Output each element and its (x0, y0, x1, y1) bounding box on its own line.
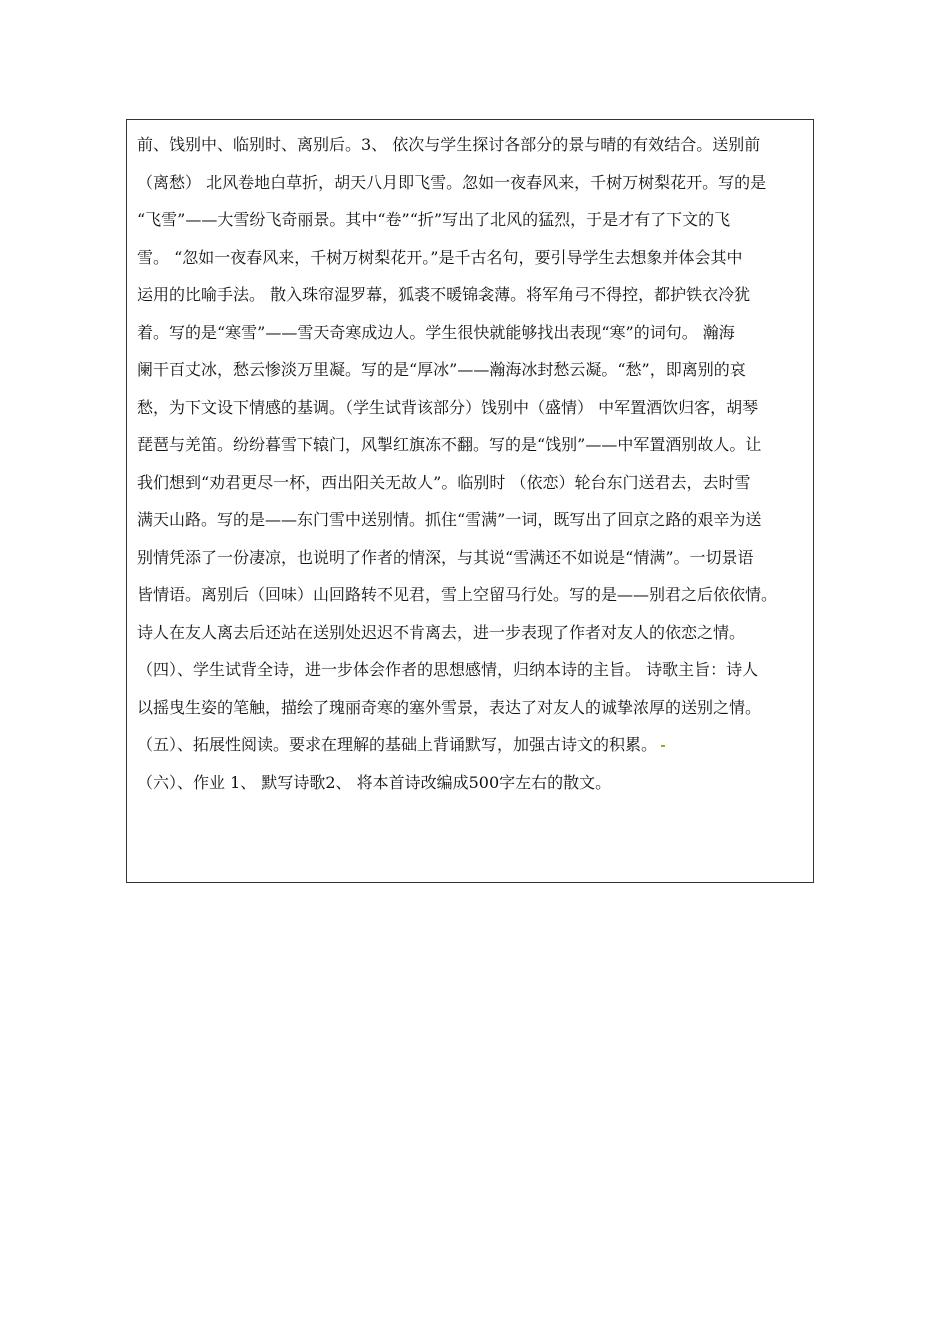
text-line-4: 雪。 “忽如一夜春风来，千树万树梨花开。”是千古名句，要引导学生去想象并体会其中 (137, 247, 743, 267)
text-line-8-content: 愁，为下文设下情感的基调。（学生试背该部分）饯别中（盛情） 中军置酒饮归客，胡琴 (137, 397, 759, 417)
text-line-14: 诗人在友人离去后还站在送别处迟迟不肯离去，进一步表现了作者对友人的依恋之情。 (137, 622, 746, 642)
text-line-10: 我们想到“劝君更尽一杯，西出阳关无故人”。临别时 （依恋）轮台东门送君去，去时雪 (137, 472, 751, 492)
lesson-text (137, 126, 803, 801)
text-line-7: 阑干百丈冰，愁云惨淡万里凝。写的是“厚冰”——瀚海冰封愁云凝。“愁”，即离别的哀 (137, 360, 746, 379)
text-line-5: 运用的比喻手法。 散入珠帘湿罗幕，狐裘不暖锦衾薄。将军角弓不得控，都护铁衣冷犹 (137, 285, 751, 304)
text-line-1: 前、饯别中、临别时、离别后。3、 依次与学生探讨各部分的景与晴的有效结合。送别前 (137, 135, 761, 154)
text-line-3: “飞雪”——大雪纷飞奇丽景。其中“卷”“折”写出了北风的猛烈，于是才有了下文的飞 (137, 210, 731, 229)
text-line-11: 满天山路。写的是——东门雪中送别情。抓住“雪满”一词，既写出了回京之路的艰辛为送 (137, 510, 762, 529)
text-line-13: 皆情语。离别后（回味）山回路转不见君，雪上空留马行处。写的是——别君之后依依情。 (137, 585, 778, 604)
text-line-9: 琵琶与羌笛。纷纷暮雪下辕门，风掣红旗冻不翻。写的是“饯别”——中军置酒别故人。让 (137, 435, 762, 454)
text-line-6: 着。写的是“寒雪”——雪天奇寒成边人。学生很快就能够找出表现“寒”的词句。 瀚海 (137, 322, 735, 342)
lesson-content-box (126, 119, 814, 883)
edit-mark (661, 745, 665, 747)
text-line-2: （离愁） 北风卷地白草折，胡天八月即飞雪。忽如一夜春风来，千树万树梨花开。写的是 (137, 172, 767, 192)
text-line-17 (137, 726, 803, 764)
text-line-18: （六）、作业 1、 默写诗歌2、 将本首诗改编成500字左右的散文。 (137, 772, 612, 792)
text-line-8 (137, 389, 803, 427)
text-line-15: （四）、学生试背全诗，进一步体会作者的思想感情，归纳本诗的主旨。 诗歌主旨：诗人 (137, 660, 759, 679)
text-line-12: 别情凭添了一份凄凉，也说明了作者的情深，与其说“雪满还不如说是“情满”。一切景语 (137, 547, 754, 567)
text-line-16: 以摇曳生姿的笔触，描绘了瑰丽奇寒的塞外雪景，表达了对友人的诚挚浓厚的送别之情。 (137, 697, 762, 717)
text-line-17-content: （五）、拓展性阅读。要求在理解的基础上背诵默写，加强古诗文的积累。 (137, 735, 658, 754)
